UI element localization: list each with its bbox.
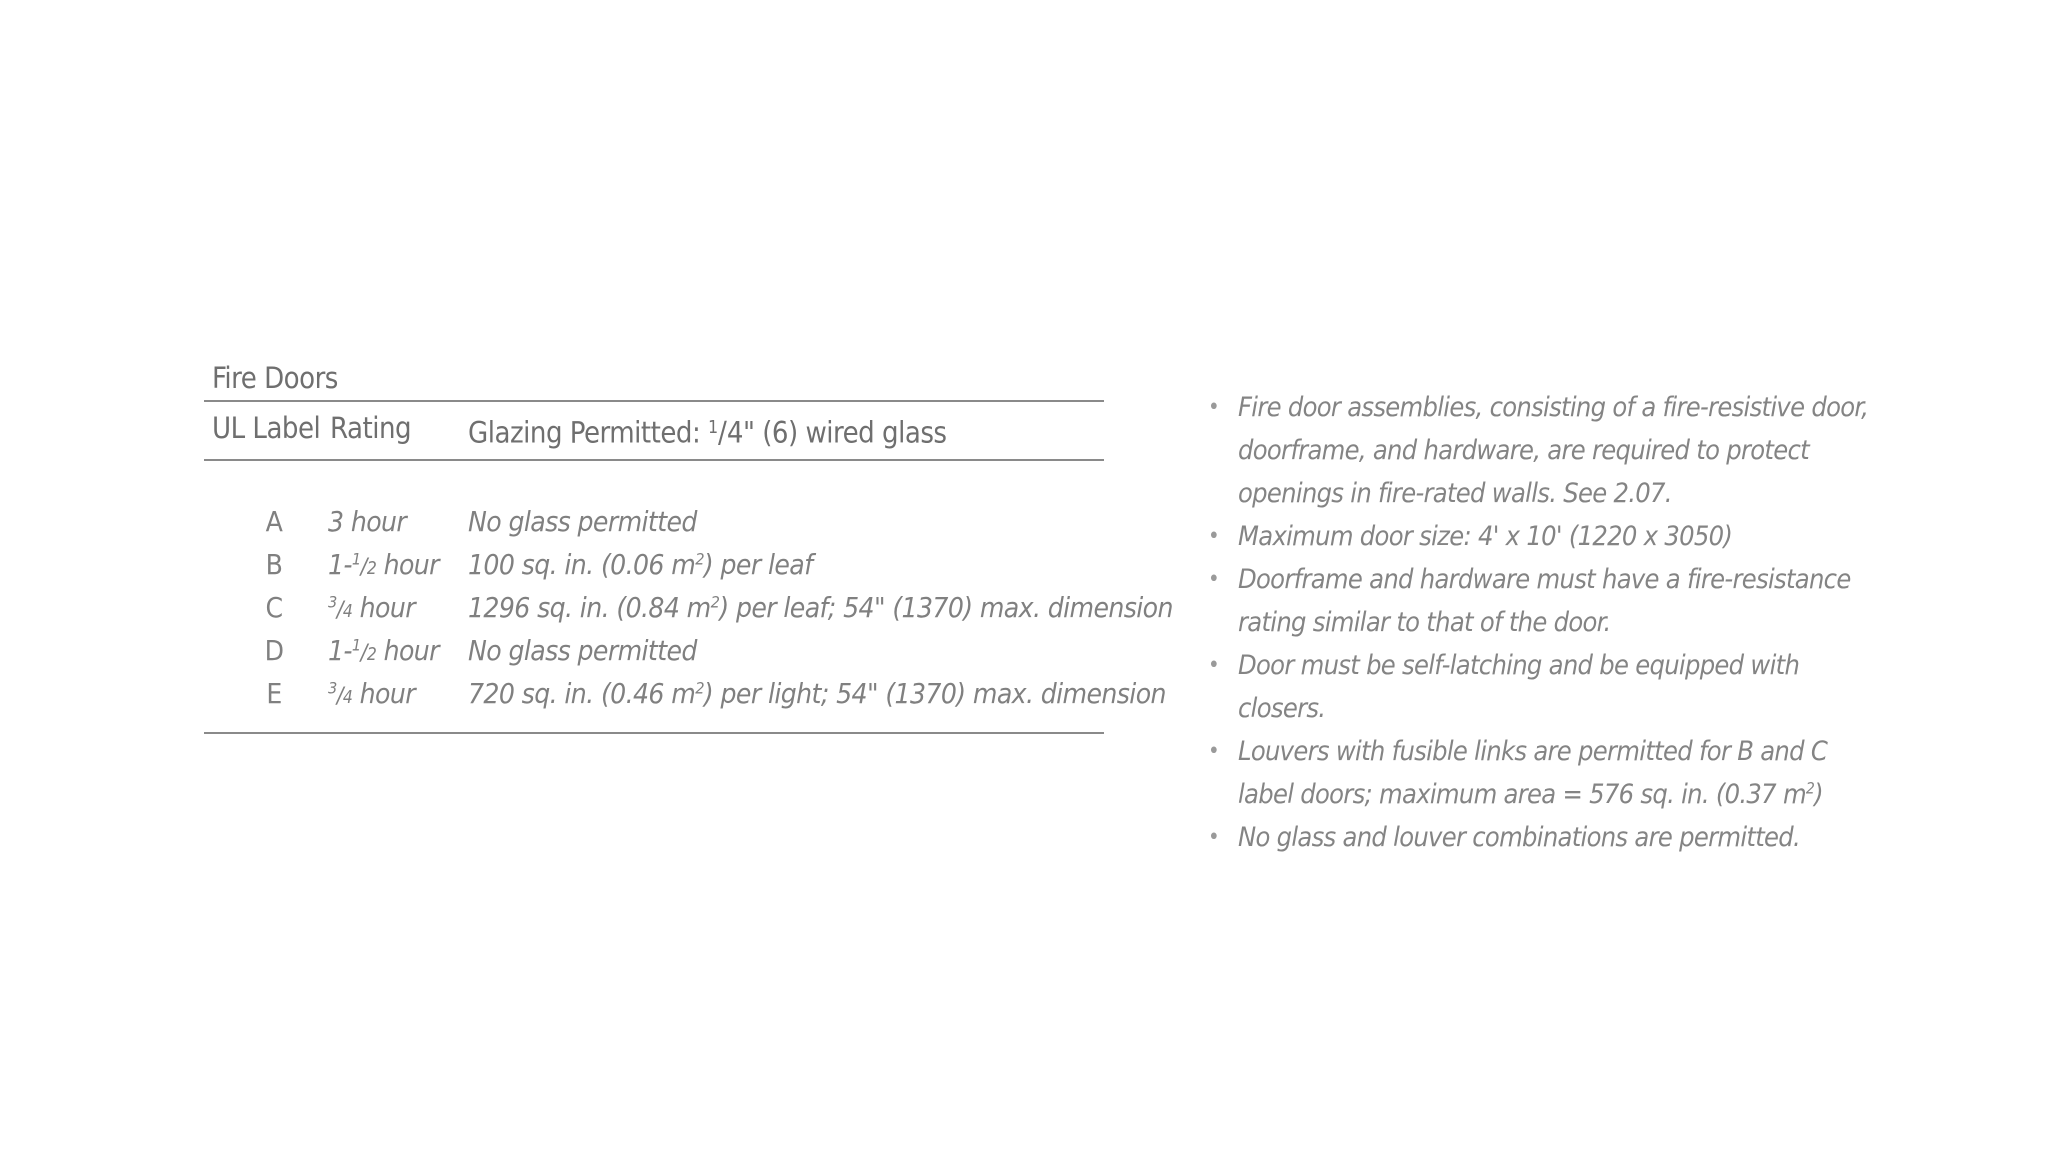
- bullet-icon: •: [1208, 395, 1219, 420]
- rating-unit: hour: [376, 634, 439, 667]
- note-text: Fire door assemblies, consisting of a fire-resistive door, doorframe, and hardware, are required to protect openings in fire-rated walls. See 2.07.: [1238, 392, 1869, 509]
- note-text-continued: ): [1814, 779, 1823, 810]
- table-bottom-rule: [204, 732, 1104, 734]
- glazing-text: 100 sq. in. (0.06 m: [468, 548, 696, 581]
- table-title: Fire Doors: [212, 361, 338, 395]
- table-header-rule: [204, 459, 1104, 461]
- rating-fraction-denominator: 4: [342, 688, 353, 708]
- header-glazing-fraction-denominator: 4: [726, 415, 743, 450]
- ul-label-cell: C: [265, 591, 283, 624]
- table-row: [204, 631, 1104, 671]
- header-rating: Rating: [330, 411, 412, 445]
- rating-whole: 1-: [328, 634, 352, 667]
- glazing-cell: [468, 631, 697, 671]
- rating-fraction-denominator: 4: [342, 602, 353, 622]
- rating-cell: $^3$/4 hour: [328, 677, 415, 710]
- note-text: Louvers with fusible links are permitted for B and C label doors; maximum area = 576 sq. in. (0.37 m: [1238, 736, 1828, 810]
- glazing-text: 1296 sq. in. (0.84 m: [468, 591, 711, 624]
- note-item: [1198, 386, 1878, 515]
- table-row: [204, 674, 1166, 714]
- table-row: [204, 502, 1104, 542]
- rating-fraction-numerator: 1: [351, 635, 361, 655]
- note-text: Doorframe and hardware must have a fire-resistance rating similar to that of the door.: [1238, 564, 1851, 638]
- ul-label-cell: A: [265, 505, 283, 538]
- glazing-cell: [468, 588, 1173, 628]
- rating-unit: hour: [376, 548, 439, 581]
- glazing-cell: [468, 545, 812, 585]
- bullet-icon: •: [1208, 567, 1219, 592]
- note-item: [1198, 644, 1878, 730]
- glazing-superscript: 2: [710, 592, 720, 612]
- table-top-rule: [204, 400, 1104, 402]
- note-item: [1198, 730, 1878, 816]
- bullet-icon: •: [1208, 825, 1219, 850]
- rating-unit: hour: [352, 591, 415, 624]
- table-row: [204, 588, 1173, 628]
- table-row: [204, 545, 1104, 585]
- glazing-text-continued: ) per leaf; 54" (1370) max. dimension: [719, 591, 1173, 624]
- glazing-superscript: 2: [695, 678, 704, 698]
- note-item: [1198, 515, 1878, 558]
- ul-label-cell: E: [266, 677, 282, 710]
- note-text: Door must be self-latching and be equipped with closers.: [1238, 650, 1800, 724]
- glazing-text: 720 sq. in. (0.46 m: [468, 677, 696, 710]
- glazing-text: No glass permitted: [468, 634, 697, 667]
- note-item: [1198, 816, 1878, 859]
- rating-cell: [328, 502, 406, 542]
- header-glazing-fraction-numerator: 1: [708, 418, 719, 438]
- rating-cell: $^3$/4 hour: [328, 591, 415, 624]
- glazing-cell: [468, 674, 1166, 714]
- bullet-icon: •: [1208, 653, 1219, 678]
- glazing-text: No glass permitted: [468, 505, 697, 538]
- glazing-superscript: 2: [695, 549, 704, 569]
- rating-fraction-numerator: 3: [328, 592, 337, 612]
- fire-door-notes-list: [1198, 386, 1878, 859]
- header-glazing-prefix: Glazing Permitted:: [468, 415, 709, 450]
- bullet-icon: •: [1208, 524, 1219, 549]
- note-text: No glass and louver combinations are permitted.: [1238, 822, 1801, 853]
- rating-fraction-denominator: 2: [366, 645, 377, 665]
- rating-fraction-numerator: 1: [351, 549, 361, 569]
- rating-whole: 1-: [328, 548, 352, 581]
- rating-cell: 1-$^1$/2 hour: [328, 634, 439, 667]
- ul-label-cell: B: [265, 548, 283, 581]
- rating-fraction-numerator: 3: [328, 678, 337, 698]
- bullet-icon: •: [1208, 739, 1219, 764]
- rating-whole: 3 hour: [328, 505, 407, 538]
- note-superscript: 2: [1805, 778, 1815, 798]
- rating-fraction-denominator: 2: [366, 559, 377, 579]
- glazing-cell: [468, 502, 697, 542]
- ul-label-cell: D: [264, 634, 284, 667]
- glazing-text-continued: ) per light; 54" (1370) max. dimension: [703, 677, 1166, 710]
- header-glazing-suffix: " (6) wired glass: [742, 415, 947, 450]
- rating-cell: 1-$^1$/2 hour: [328, 548, 439, 581]
- glazing-text-continued: ) per leaf: [703, 548, 813, 581]
- header-glazing-permitted: Glazing Permitted: $^1$/4" (6) wired glass: [468, 415, 947, 450]
- header-ul-label: UL Label: [212, 411, 321, 445]
- note-item: [1198, 558, 1878, 644]
- rating-unit: hour: [352, 677, 415, 710]
- note-text: Maximum door size: 4' x 10' (1220 x 3050): [1238, 521, 1733, 552]
